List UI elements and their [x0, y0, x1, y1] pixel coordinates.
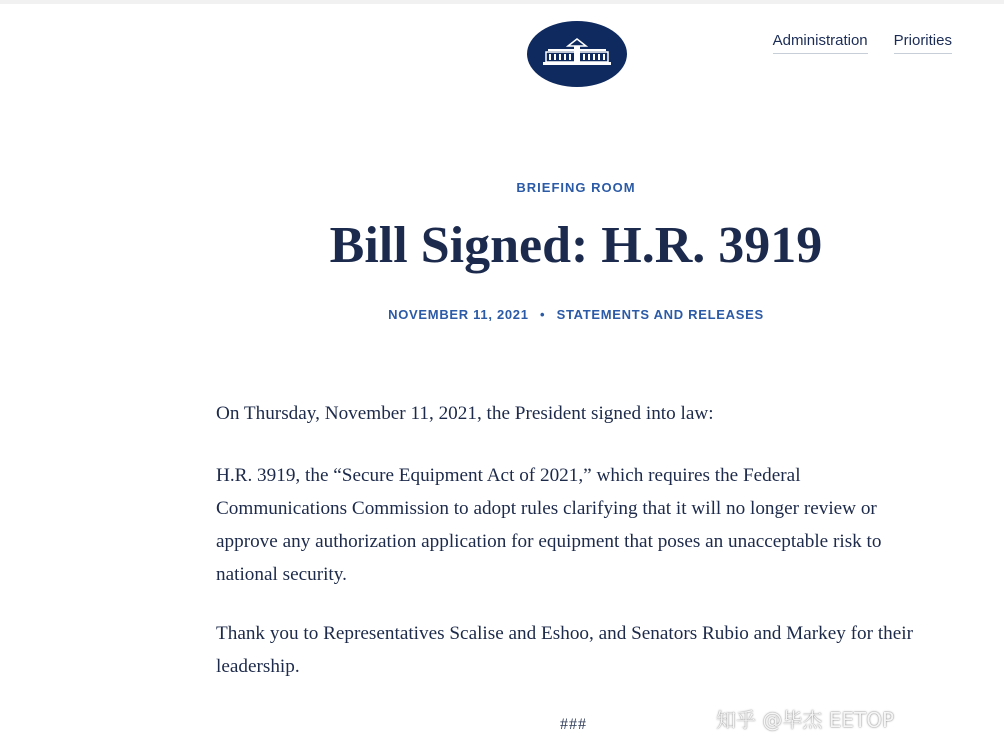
- white-house-icon: [538, 32, 616, 77]
- article-paragraph: Thank you to Representatives Scalise and Eshoo, and Senators Rubio and Markey for their leadership.: [216, 623, 913, 677]
- white-house-seal-logo[interactable]: [527, 21, 627, 87]
- nav-link-priorities[interactable]: Priorities: [894, 32, 952, 54]
- meta-separator: •: [540, 307, 546, 322]
- section-eyebrow[interactable]: BRIEFING ROOM: [516, 180, 636, 195]
- top-nav: [773, 32, 952, 54]
- article-category-link[interactable]: STATEMENTS AND RELEASES: [556, 307, 764, 322]
- top-border: [0, 0, 1004, 4]
- article-date: NOVEMBER 11, 2021: [388, 307, 529, 322]
- page-title: Bill Signed: H.R. 3919: [329, 217, 823, 274]
- article-body: [216, 397, 936, 712]
- article-meta: [0, 307, 1004, 322]
- end-mark: ###: [560, 716, 587, 733]
- article-paragraph: H.R. 3919, the “Secure Equipment Act of 2021,” which requires the Federal Communications Commission to adopt rules clarifying that it will no longer review or approve any authorization application for equipment that poses an unacceptable risk to national security.: [216, 465, 882, 585]
- article-paragraph: On Thursday, November 11, 2021, the President signed into law:: [216, 403, 714, 424]
- nav-link-administration[interactable]: Administration: [773, 32, 868, 54]
- watermark: 知乎 @毕杰 EETOP: [716, 708, 895, 732]
